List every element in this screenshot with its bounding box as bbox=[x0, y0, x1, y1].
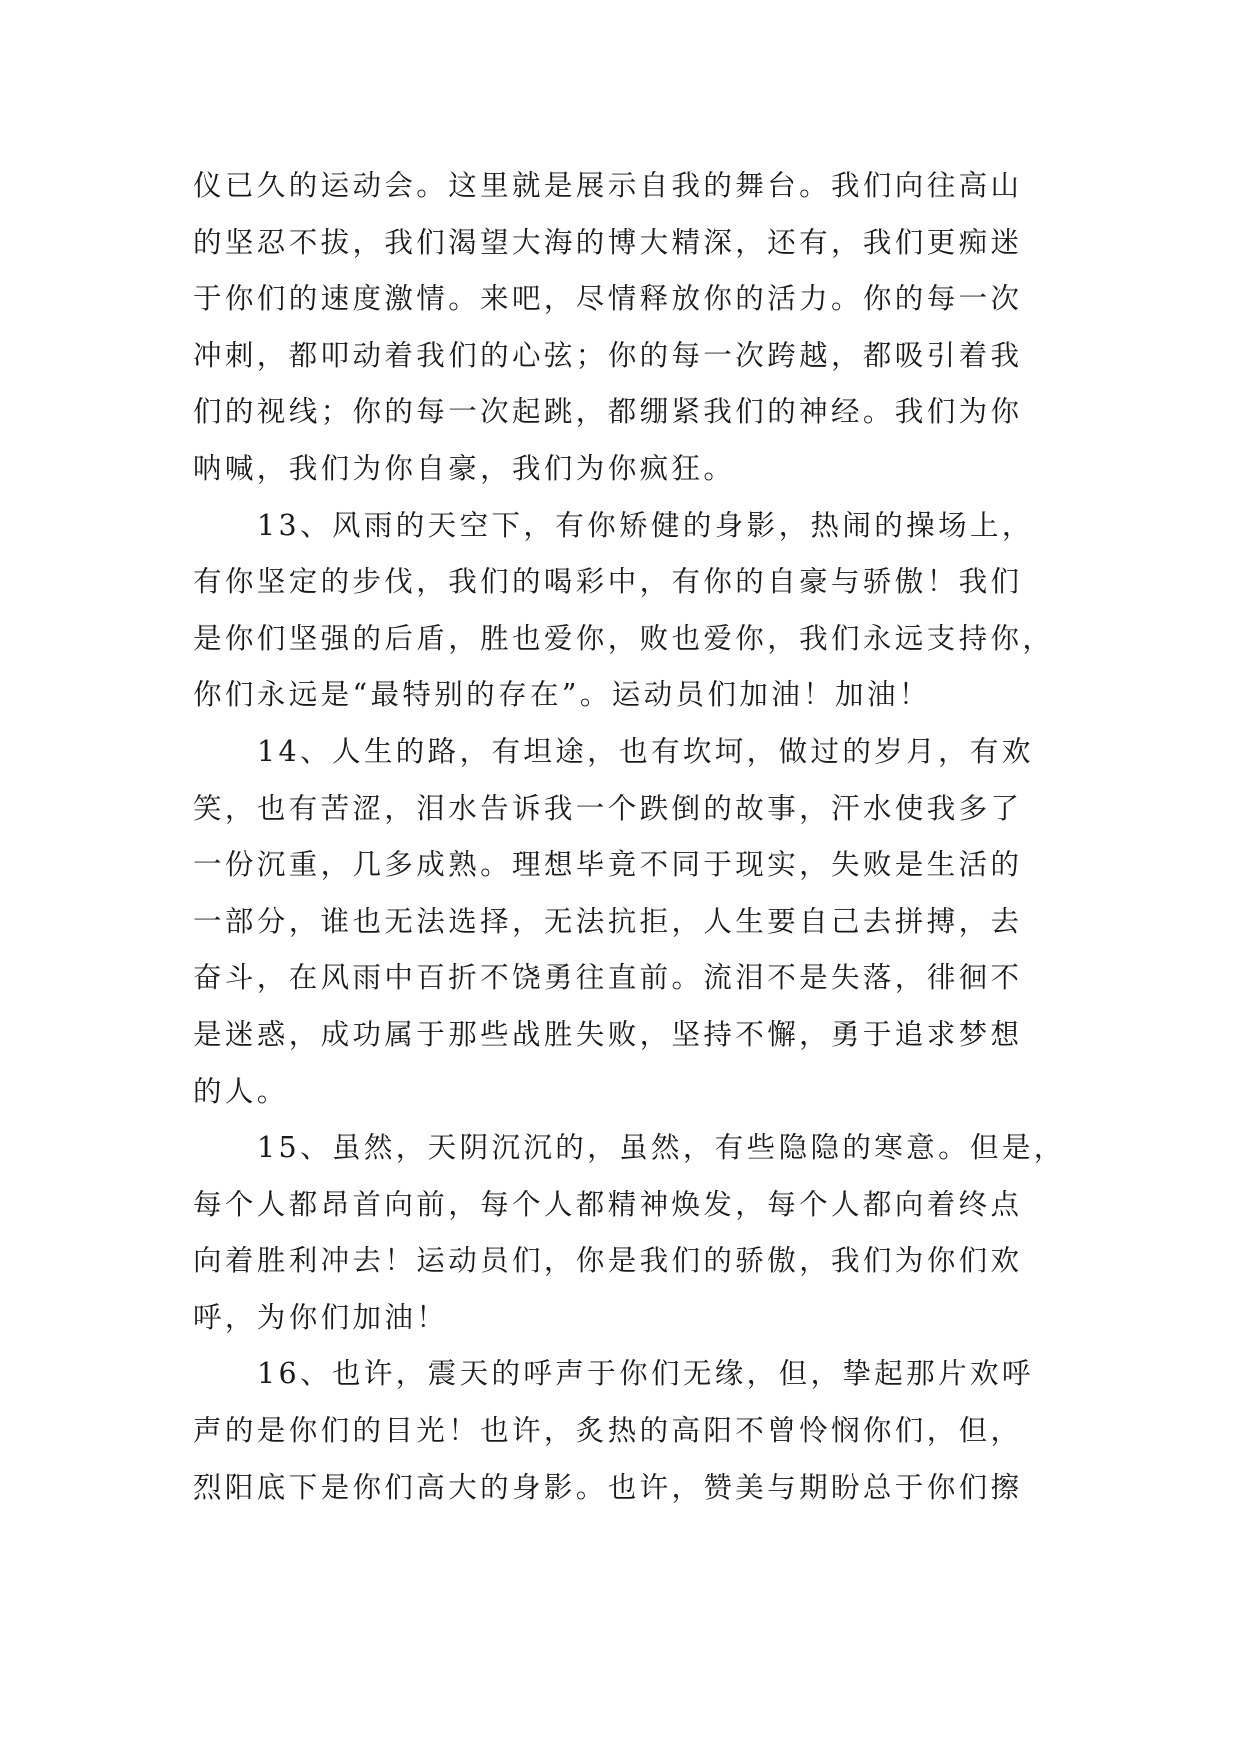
text-line: 一部分，谁也无法选择，无法抗拒，人生要自己去拼搏，去 bbox=[193, 904, 1023, 938]
text-line: 仪已久的运动会。这里就是展示自我的舞台。我们向往高山 bbox=[193, 169, 1023, 202]
text-line: 冲刺，都叩动着我们的心弦；你的每一次跨越，都吸引着我 bbox=[193, 338, 1023, 372]
text-line: 声的是你们的目光！也许，炙热的高阳不曾怜悯你们，但， bbox=[193, 1414, 1023, 1448]
text-line: 你们永远是“最特别的存在”。运动员们加油！加油！ bbox=[193, 678, 931, 712]
text-line: 笑，也有苦涩，泪水告诉我一个跌倒的故事，汗水使我多了 bbox=[193, 791, 1023, 825]
document-body bbox=[193, 158, 1066, 1516]
text-line: 呼，为你们加油！ bbox=[193, 1300, 449, 1334]
text-line: 烈阳底下是你们高大的身影。也许，赞美与期盼总于你们擦 bbox=[193, 1470, 1023, 1504]
text-line: 13、风雨的天空下，有你矫健的身影，热闹的操场上， bbox=[257, 508, 1034, 542]
text-line: 一份沉重，几多成熟。理想毕竟不同于现实，失败是生活的 bbox=[193, 848, 1023, 882]
text-line: 有你坚定的步伐，我们的喝彩中，有你的自豪与骄傲！我们 bbox=[193, 565, 1023, 599]
text-line: 向着胜利冲去！运动员们，你是我们的骄傲，我们为你们欢 bbox=[193, 1244, 1023, 1278]
text-line: 于你们的速度激情。来吧，尽情释放你的活力。你的每一次 bbox=[193, 282, 1023, 316]
text-line: 14、人生的路，有坦途，也有坎坷，做过的岁月，有欢 bbox=[257, 734, 1034, 768]
text-line: 们的视线；你的每一次起跳，都绷紧我们的神经。我们为你 bbox=[193, 395, 1023, 429]
text-line: 是你们坚强的后盾，胜也爱你，败也爱你，我们永远支持你， bbox=[193, 621, 1055, 655]
text-line: 是迷惑，成功属于那些战胜失败，坚持不懈，勇于追求梦想 bbox=[193, 1017, 1023, 1051]
text-line: 的人。 bbox=[193, 1074, 289, 1108]
text-line: 每个人都昂首向前，每个人都精神焕发，每个人都向着终点 bbox=[193, 1187, 1023, 1221]
text-line: 15、虽然，天阴沉沉的，虽然，有些隐隐的寒意。但是， bbox=[257, 1131, 1066, 1165]
text-line: 奋斗，在风雨中百折不饶勇往直前。流泪不是失落，徘徊不 bbox=[193, 961, 1023, 995]
text-line: 呐喊，我们为你自豪，我们为你疯狂。 bbox=[193, 451, 736, 485]
text-line: 16、也许，震天的呼声于你们无缘，但，挚起那片欢呼 bbox=[257, 1357, 1034, 1391]
text-line: 的坚忍不拔，我们渴望大海的博大精深，还有，我们更痴迷 bbox=[193, 225, 1023, 259]
